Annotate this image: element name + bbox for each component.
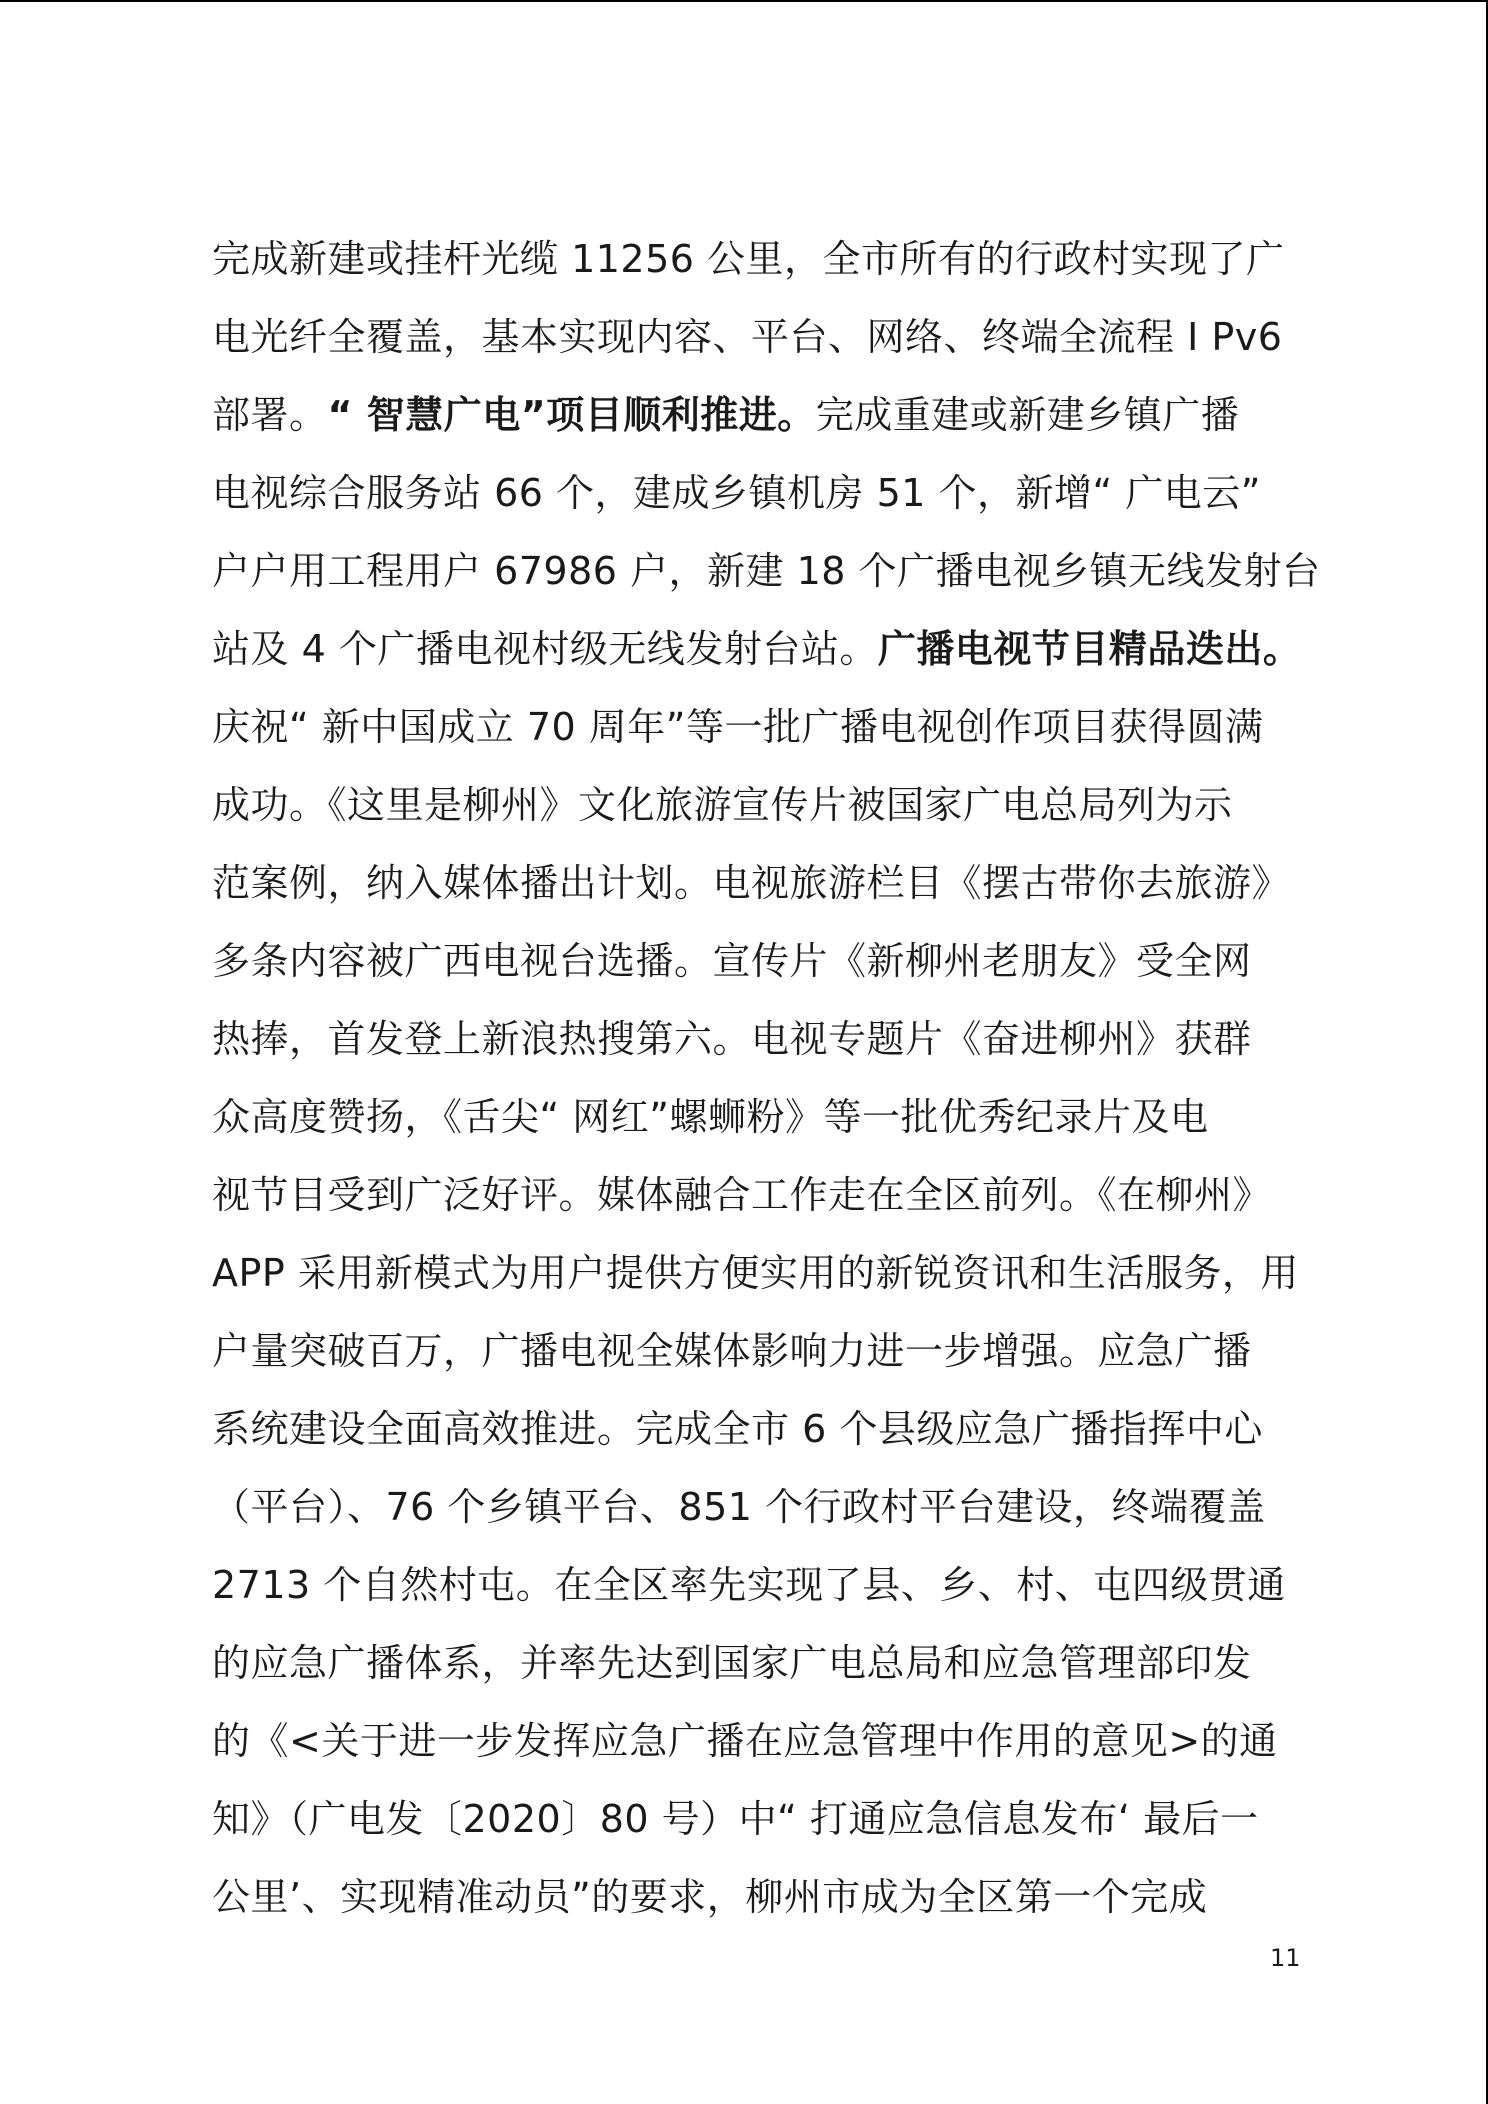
text-line: [212, 922, 1312, 1000]
text-segment: 的《<关于进一步发挥应急广播在应急管理中作用的意见>的通: [212, 1719, 1278, 1763]
text-segment: 2713 个自然村屯。在全区率先实现了县、乡、村、屯四级贯通: [212, 1563, 1286, 1607]
text-line: [212, 1624, 1312, 1702]
text-segment: APP 采用新模式为用户提供方便实用的新锐资讯和生活服务，用: [212, 1251, 1299, 1295]
text-line: [212, 1312, 1312, 1390]
text-segment: 户户用工程用户 67986 户，新建 18 个广播电视乡镇无线发射台: [212, 549, 1321, 593]
text-segment: 视节目受到广泛好评。媒体融合工作走在全区前列。《在柳州》: [212, 1173, 1272, 1217]
text-segment: 部署。: [212, 393, 328, 437]
text-segment: 电光纤全覆盖，基本实现内容、平台、网络、终端全流程 I Pv6: [212, 315, 1283, 359]
page-number: 11: [1270, 1944, 1301, 1972]
page-top-border: [0, 0, 1488, 2]
text-segment: 范案例，纳入媒体播出计划。电视旅游栏目《摆古带你去旅游》: [212, 861, 1291, 905]
text-segment: 户量突破百万，广播电视全媒体影响力进一步增强。应急广播: [212, 1329, 1252, 1373]
text-line: [212, 1234, 1312, 1312]
text-segment: 系统建设全面高效推进。完成全市 6 个县级应急广播指挥中心: [212, 1407, 1263, 1451]
text-segment: 知》（广电发〔2020〕80 号）中“ 打通应急信息发布‘ 最后一: [212, 1797, 1259, 1841]
text-line: [212, 844, 1312, 922]
text-segment: 热捧，首发登上新浪热搜第六。电视专题片《奋进柳州》获群: [212, 1017, 1252, 1061]
text-line: [212, 1390, 1312, 1468]
text-line: [212, 376, 1312, 454]
text-segment: 众高度赞扬，《舌尖“ 网红”螺蛳粉》等一批优秀纪录片及电: [212, 1095, 1209, 1139]
bold-heading-segment: 广播电视节目精品迭出。: [877, 627, 1302, 671]
text-segment: 完成新建或挂杆光缆 11256 公里，全市所有的行政村实现了广: [212, 237, 1285, 281]
body-text: [212, 220, 1321, 1936]
text-segment: 公里’、实现精准动员”的要求，柳州市成为全区第一个完成: [212, 1875, 1208, 1919]
text-line: [212, 454, 1312, 532]
text-line: [212, 1078, 1312, 1156]
text-segment: 多条内容被广西电视台选播。宣传片《新柳州老朋友》受全网: [212, 939, 1252, 983]
text-line: [212, 1156, 1312, 1234]
text-line: [212, 1858, 1312, 1936]
text-line: [212, 532, 1321, 610]
text-segment: 站及 4 个广播电视村级无线发射台站。: [212, 627, 878, 671]
text-line: [212, 1780, 1312, 1858]
text-line: [212, 688, 1312, 766]
text-segment: （平台）、76 个乡镇平台、851 个行政村平台建设，终端覆盖: [212, 1485, 1266, 1529]
text-line: [212, 610, 1312, 688]
text-line: [212, 1546, 1312, 1624]
text-line: [212, 766, 1312, 844]
bold-heading-segment: “ 智慧广电”项目顺利推进。: [327, 393, 816, 437]
text-segment: 成功。《这里是柳州》文化旅游宣传片被国家广电总局列为示: [212, 783, 1233, 827]
text-line: [212, 220, 1312, 298]
text-segment: 完成重建或新建乡镇广播: [815, 393, 1240, 437]
text-line: [212, 298, 1312, 376]
text-segment: 电视综合服务站 66 个，建成乡镇机房 51 个，新增“ 广电云”: [212, 471, 1261, 515]
text-segment: 庆祝“ 新中国成立 70 周年”等一批广播电视创作项目获得圆满: [212, 705, 1264, 749]
text-line: [212, 1702, 1312, 1780]
text-line: [212, 1468, 1312, 1546]
text-segment: 的应急广播体系，并率先达到国家广电总局和应急管理部印发: [212, 1641, 1252, 1685]
text-line: [212, 1000, 1312, 1078]
